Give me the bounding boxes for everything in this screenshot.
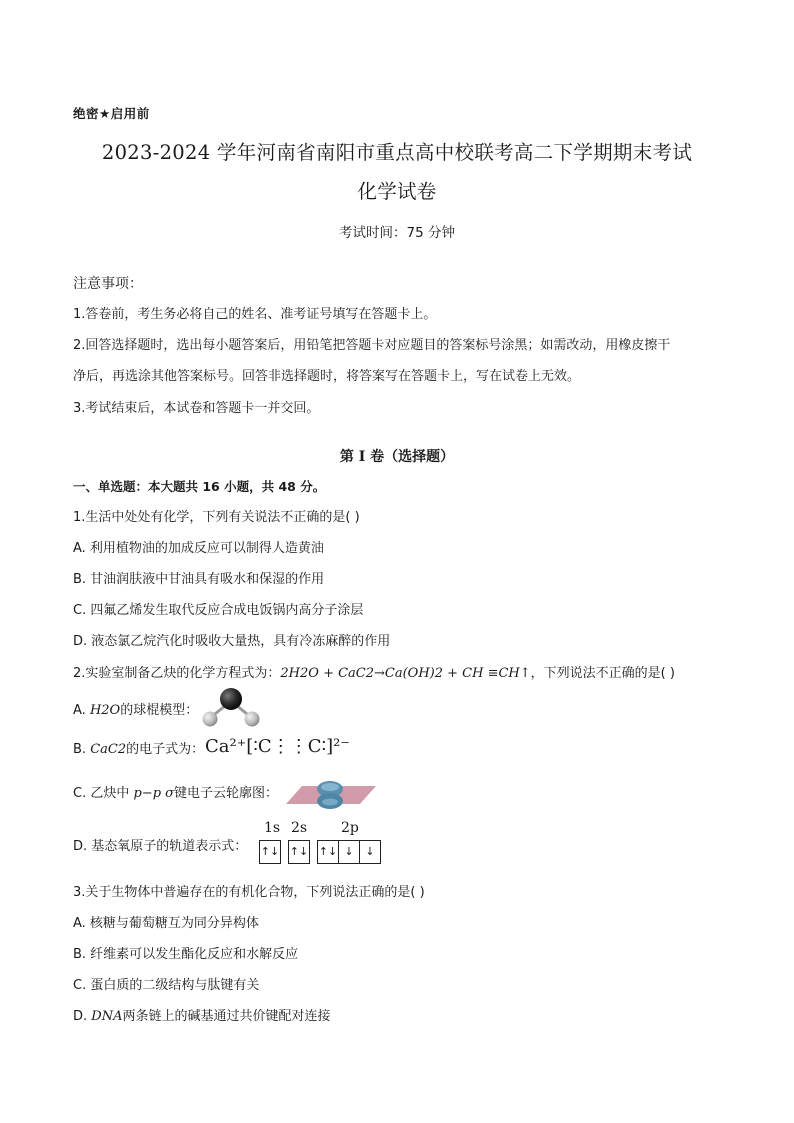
notice-item-1: 1.答卷前，考生务必将自己的姓名、准考证号填写在答题卡上。: [73, 307, 437, 322]
q2-stem-suffix: ，下列说法不正确的是( ): [530, 666, 675, 681]
notice-heading: 注意事项：: [73, 276, 143, 292]
q2-a-prefix: A.: [73, 703, 90, 718]
q1-option-b: B. 甘油润肤液中甘油具有吸水和保湿的作用: [73, 572, 325, 587]
orbital-cell: ↓: [339, 841, 360, 863]
secret-label: 绝密★启用前: [73, 106, 150, 121]
exam-title: 2023-2024 学年河南省南阳市重点高中校联考高二下学期期末考试: [101, 141, 693, 164]
exam-subtitle: 化学试卷: [357, 180, 437, 203]
notice-item-3: 3.考试结束后，本试卷和答题卡一并交回。: [73, 401, 320, 416]
q2-a-suffix: 的球棍模型：: [120, 703, 199, 718]
orbital-cell: ↑↓: [318, 841, 339, 863]
q2-option-a: [73, 701, 198, 721]
q2-b-prefix: B.: [73, 742, 91, 757]
orbital-label-2p: 2p: [341, 820, 359, 836]
q3-d-suffix: 两条链上的碱基通过共价键配对连接: [122, 1009, 331, 1024]
q3-option-c: C. 蛋白质的二级结构与肽键有关: [73, 978, 260, 993]
q2-a-formula: H2O: [89, 703, 121, 718]
hydrogen-atom: [203, 712, 218, 727]
orbital-cell: ↑↓: [289, 845, 309, 858]
section-subheading: 一、单选题：本大题共 16 小题，共 48 分。: [73, 479, 326, 494]
exam-time: 考试时间：75 分钟: [339, 225, 455, 241]
orbital-box-2s: [288, 840, 310, 864]
q1-option-a: A. 利用植物油的加成反应可以制得人造黄油: [73, 541, 324, 556]
q2-stem-prefix: 2.实验室制备乙炔的化学方程式为：: [73, 666, 281, 681]
q2-stem: [73, 664, 675, 684]
q3-d-prefix: D.: [73, 1009, 92, 1024]
notice-item-2-line2: 净后，再选涂其他答案标号。回答非选择题时，将答案写在答题卡上，写在试卷上无效。: [73, 369, 581, 384]
q2-equation: 2H2O + CaC2→Ca(OH)2 + CH ≡CH↑: [280, 666, 531, 681]
sigma-bond-cloud-diagram: [284, 777, 378, 813]
lower-lobe-highlight: [322, 799, 338, 806]
orbital-label-1s: 1s: [264, 820, 281, 836]
q2-option-d: D. 基态氧原子的轨道表示式：: [73, 839, 248, 854]
upper-lobe-highlight: [321, 783, 339, 791]
orbital-cell: ↑↓: [260, 845, 280, 858]
q3-option-b: B. 纤维素可以发生酯化反应和水解反应: [73, 947, 299, 962]
notice-item-2-line1: 2.回答选择题时，选出每小题答案后，用铅笔把答题卡对应题目的答案标号涂黑；如需改动，用橡皮擦干: [73, 338, 671, 353]
q1-stem: 1.生活中处处有化学，下列有关说法不正确的是( ): [73, 510, 360, 525]
q2-c-prefix: C. 乙炔中: [73, 786, 134, 801]
q2-b-formula: CaC2: [90, 742, 127, 757]
q3-option-a: A. 核糖与葡萄糖互为同分异构体: [73, 916, 259, 931]
orbital-box-2p: [317, 840, 381, 864]
orbital-label-2s: 2s: [291, 820, 308, 836]
q2-c-formula: p−p σ: [133, 786, 175, 801]
q2-c-suffix: 键电子云轮廓图：: [174, 786, 279, 801]
cac2-electron-formula: Ca²⁺[∶C⋮⋮C∶]²⁻: [205, 736, 350, 757]
water-ball-stick-model: [198, 686, 264, 732]
q2-option-c: [73, 784, 278, 804]
orbital-cell: ↓: [365, 845, 375, 858]
q1-option-d: D. 液态氯乙烷汽化时吸收大量热，具有冷冻麻醉的作用: [73, 634, 391, 649]
q3-stem: 3.关于生物体中普遍存在的有机化合物，下列说法正确的是( ): [73, 885, 425, 900]
oxygen-atom: [220, 688, 242, 710]
hydrogen-atom: [245, 712, 260, 727]
orbital-box-1s: [259, 840, 281, 864]
q1-option-c: C. 四氟乙烯发生取代反应合成电饭锅内高分子涂层: [73, 603, 364, 618]
section-heading: 第 I 卷（选择题）: [339, 449, 455, 465]
q2-b-suffix: 的电子式为：: [126, 742, 205, 757]
q3-option-d: [73, 1007, 330, 1027]
q2-option-b: [73, 740, 204, 760]
q3-d-formula: DNA: [91, 1009, 123, 1024]
